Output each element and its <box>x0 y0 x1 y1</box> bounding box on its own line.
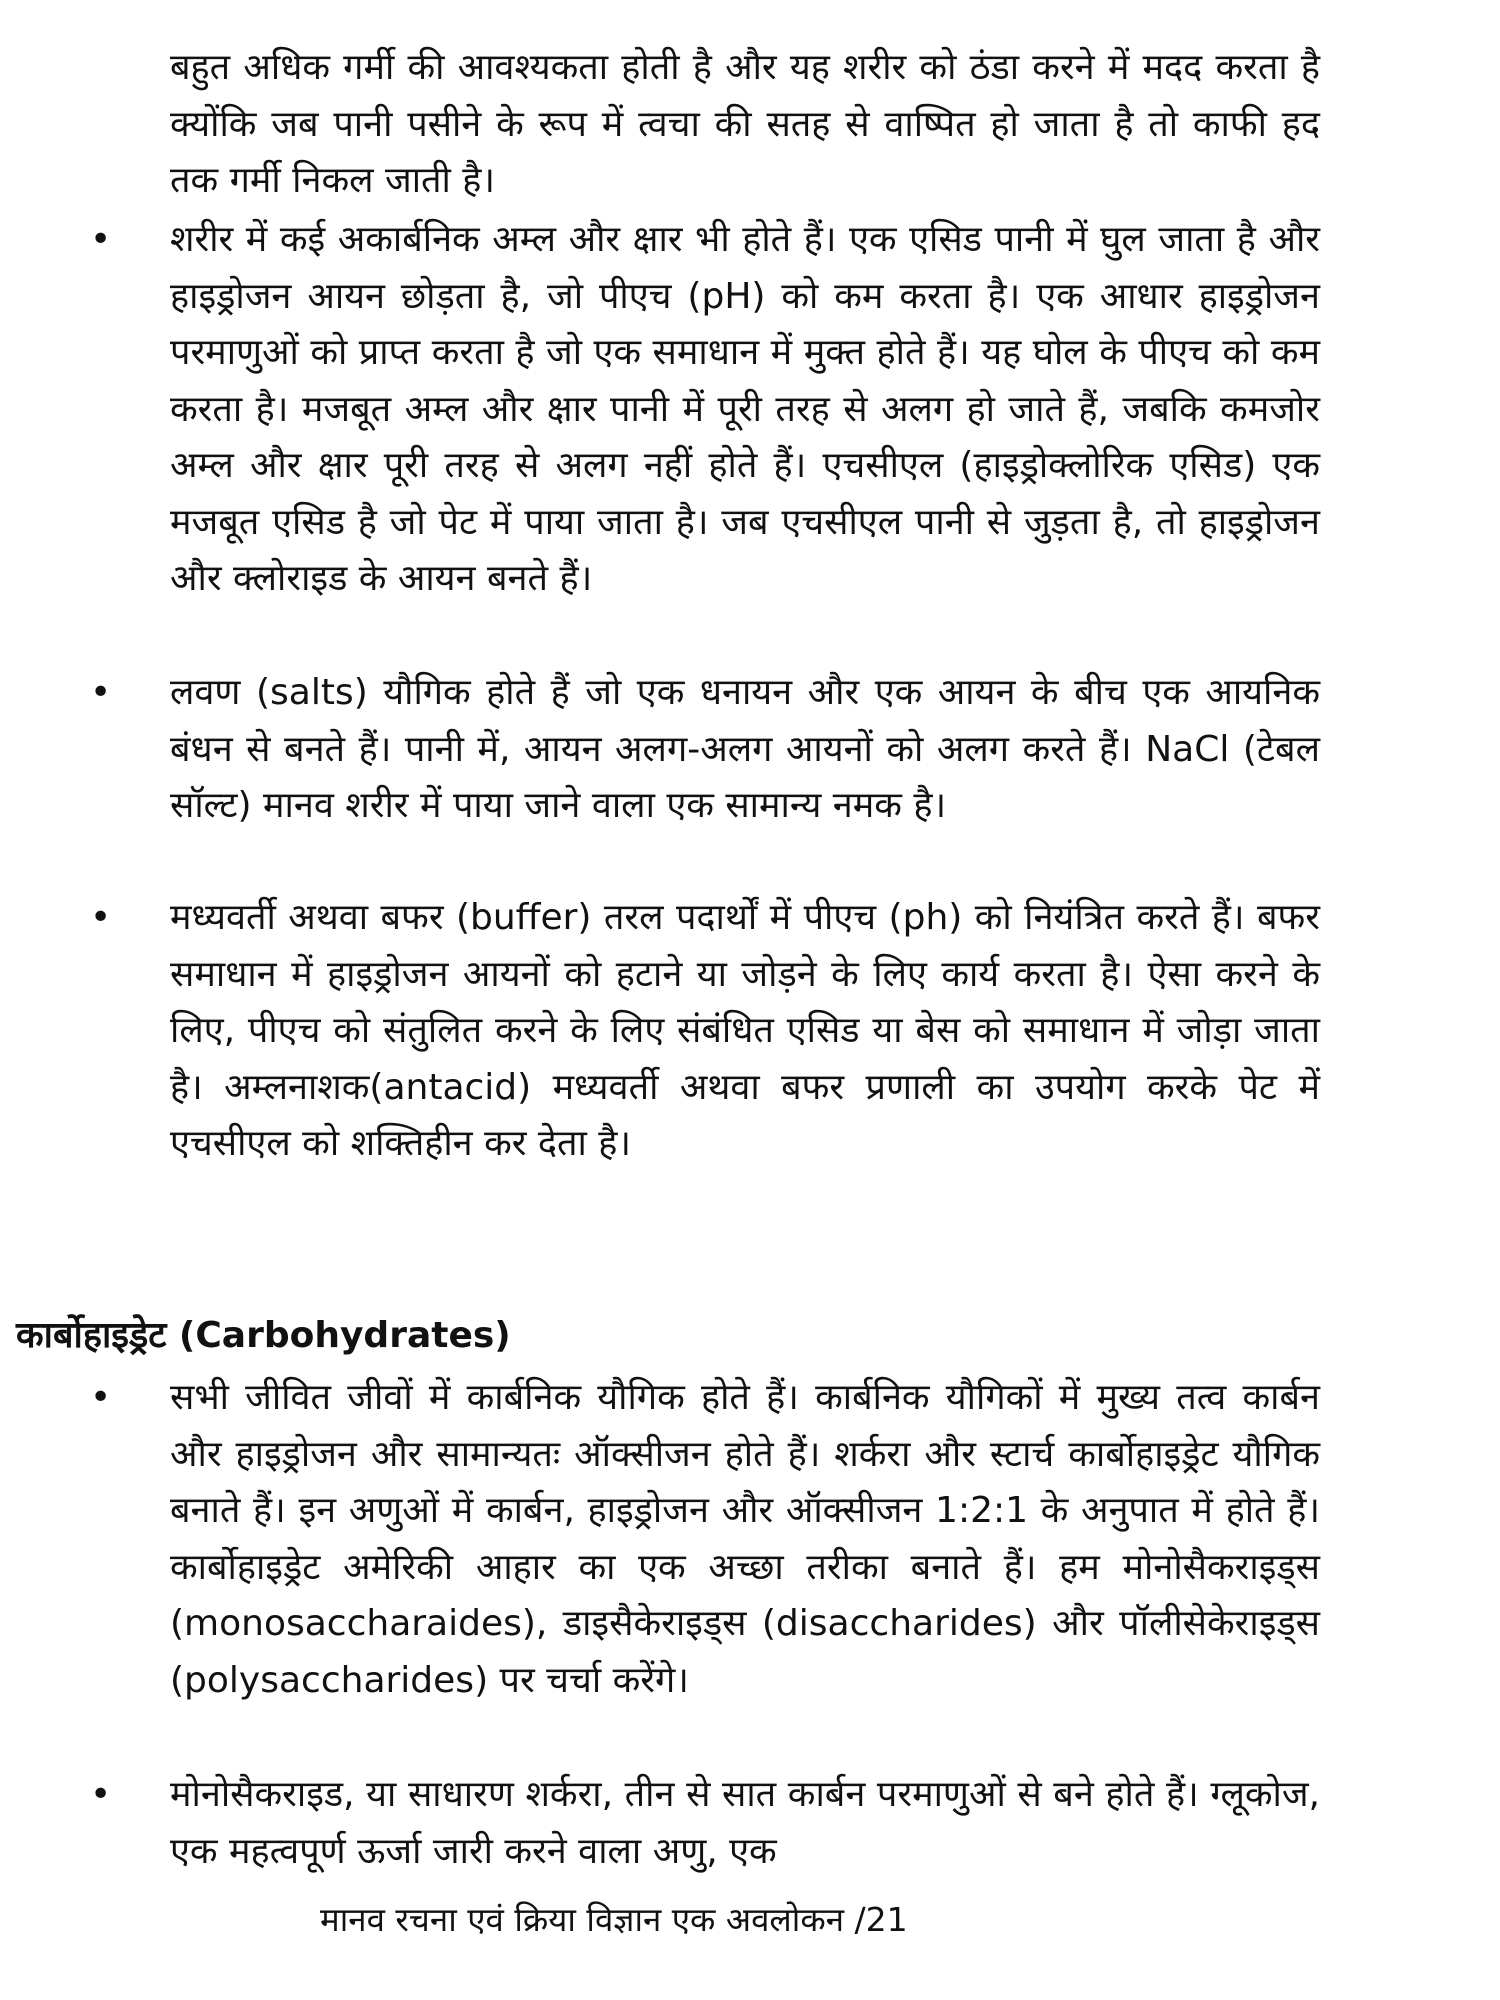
bullet-marker: • <box>90 897 112 938</box>
acids-bases-paragraph: शरीर में कई अकार्बनिक अम्ल और क्षार भी होते हैं। एक एसिड पानी में घुल जाता है और हाइड्रोजन आयन छोड़ता है, जो पीएच (pH) को कम करता है। एक आधार हाइड्रोजन परमाणुओं को प्राप्त करता है जो एक समाधान में मुक्त होते हैं। यह घोल के पीएच को कम करता है। मजबूत अम्ल और क्षार पानी में पूरी तरह से अलग हो जाते हैं, जबकि कमजोर अम्ल और क्षार पूरी तरह से अलग नहीं होते हैं। एचसीएल (हाइड्रोक्लोरिक एसिड) एक मजबूत एसिड है जो पेट में पाया जाता है। जब एचसीएल पानी से जुड़ता है, तो हाइड्रोजन और क्लोराइड के आयन बनते हैं। <box>170 219 1320 599</box>
bullet-marker: • <box>90 219 112 260</box>
bullet-marker: • <box>90 672 112 713</box>
bullet-marker: • <box>90 1774 112 1815</box>
bullet-marker: • <box>90 1377 112 1418</box>
page-footer: मानव रचना एवं क्रिया विज्ञान एक अवलोकन /21 <box>320 1900 908 1939</box>
section-heading-carbohydrates: कार्बोहाइड्रेट (Carbohydrates) <box>16 1315 511 1356</box>
intro-paragraph: बहुत अधिक गर्मी की आवश्यकता होती है और यह शरीर को ठंडा करने में मदद करता है क्योंकि जब पानी पसीने के रूप में त्वचा की सतह से वाष्पित हो जाता है तो काफी हद तक गर्मी निकल जाती है। <box>170 47 1320 201</box>
buffers-paragraph: मध्यवर्ती अथवा बफर (buffer) तरल पदार्थों में पीएच (ph) को नियंत्रित करते हैं। बफर समाधान में हाइड्रोजन आयनों को हटाने या जोड़ने के लिए कार्य करता है। ऐसा करने के लिए, पीएच को संतुलित करने के लिए संबंधित एसिड या बेस को समाधान में जोड़ा जाता है। अम्लनाशक(antacid) मध्यवर्ती अथवा बफर प्रणाली का उपयोग करके पेट में एचसीएल को शक्तिहीन कर देता है। <box>170 897 1320 1164</box>
organic-compounds-paragraph: सभी जीवित जीवों में कार्बनिक यौगिक होते हैं। कार्बनिक यौगिकों में मुख्य तत्व कार्बन और हाइड्रोजन और सामान्यतः ऑक्सीजन होते हैं। शर्करा और स्टार्च कार्बोहाइड्रेट यौगिक बनाते हैं। इन अणुओं में कार्बन, हाइड्रोजन और ऑक्सीजन 1:2:1 के अनुपात में होते हैं। कार्बोहाइड्रेट अमेरिकी आहार का एक अच्छा तरीका बनाते हैं। हम मोनोसैकराइड्स (monosaccharaides), डाइसैकेराइड्स (disaccharides) और पॉलीसेकेराइड्स (polysaccharides) पर चर्चा करेंगे। <box>170 1377 1320 1701</box>
monosaccharide-paragraph: मोनोसैकराइड, या साधारण शर्करा, तीन से सात कार्बन परमाणुओं से बने होते हैं। ग्लूकोज, एक महत्वपूर्ण ऊर्जा जारी करने वाला अणु, एक <box>170 1774 1320 1872</box>
salts-paragraph: लवण (salts) यौगिक होते हैं जो एक धनायन और एक आयन के बीच एक आयनिक बंधन से बनते हैं। पानी में, आयन अलग-अलग आयनों को अलग करते हैं। NaCl (टेबल सॉल्ट) मानव शरीर में पाया जाने वाला एक सामान्य नमक है। <box>170 672 1320 826</box>
